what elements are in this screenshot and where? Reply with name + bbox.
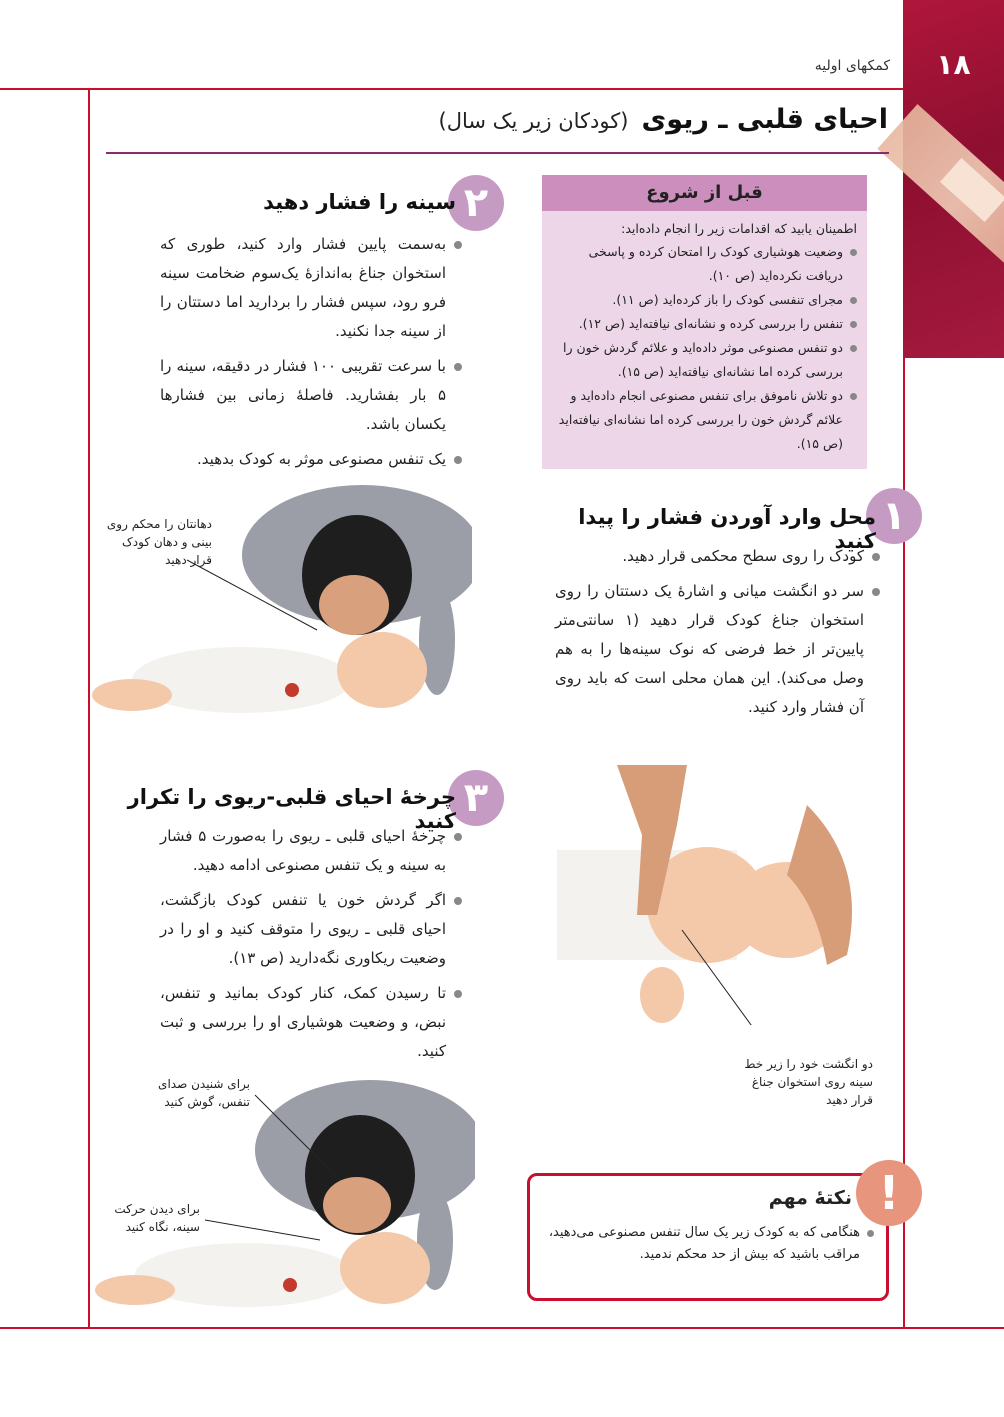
step1-list	[555, 542, 880, 728]
baby-head	[340, 1232, 430, 1304]
rescuer-face	[323, 1177, 391, 1233]
step3-item: چرخهٔ احیای قلبی ـ ریوی را به‌صورت ۵ فشار به سینه و یک تنفس مصنوعی ادامه دهید.	[160, 822, 462, 880]
page-number: ۱۸	[936, 48, 971, 81]
rescuer-face	[319, 575, 389, 635]
step2-title: سینه را فشار دهید	[263, 190, 456, 214]
step3-item: اگر گردش خون یا تنفس کودک بازگشت، احیای قلبی ـ ریوی را متوقف کنید و او را در وضعیت ریکاوری نگه‌دارید (ص ۱۳).	[160, 886, 462, 973]
step2-badge: ۲	[448, 175, 504, 231]
title-subtitle: (کودکان زیر یک سال)	[438, 109, 629, 133]
note-title: نکتهٔ مهم	[768, 1187, 852, 1209]
watch-leader	[205, 1220, 320, 1240]
baby-legs	[95, 1275, 175, 1305]
baby-legs	[92, 679, 172, 711]
before-start-item: مجرای تنفسی کودک را باز کرده‌اید (ص ۱۱).	[552, 288, 857, 312]
page-title	[300, 104, 888, 148]
step3-item: تا رسیدن کمک، کنار کودک بمانید و تنفس، نبض، و وضعیت هوشیاری او را بررسی و ثبت کنید.	[160, 979, 462, 1066]
title-main: احیای قلبی ـ ریوی	[641, 104, 888, 135]
page-tab	[903, 0, 1004, 358]
baby-head	[337, 632, 427, 708]
finger-placement-illustration	[557, 765, 889, 1025]
step2-item: یک تنفس مصنوعی موثر به کودک بدهید.	[160, 445, 462, 474]
note-text: هنگامی که به کودک زیر یک سال تنفس مصنوعی می‌دهید، مراقب باشید که بیش از حد محکم ندمید.	[540, 1222, 874, 1266]
before-start-list	[552, 240, 857, 456]
step1-item: سر دو انگشت میانی و اشارهٔ یک دستتان را روی استخوان جناغ کودک قرار دهید (۱ سانتی‌متر پایین‌تر از خط فرضی که نوک سینه‌ها را به هم وصل می‌کند). این همان محلی است که باید روی آن فشار وارد کنید.	[555, 577, 880, 722]
step3-caption-listen: برای شنیدن صدای تنفس، گوش کنید	[158, 1077, 250, 1109]
step1-caption: دو انگشت خود را زیر خط سینه روی استخوان جناغ قرار دهید	[744, 1057, 873, 1107]
section-label: کمکهای اولیه	[814, 58, 890, 74]
before-start-item: دو تنفس مصنوعی موثر داده‌اید و علائم گردش خون را بررسی کرده اما نشانه‌ای نیافته‌اید (ص ۱۵).	[552, 336, 857, 384]
step1-badge: ۱	[866, 488, 922, 544]
baby-arm	[640, 967, 684, 1023]
step2-item: با سرعت تقریبی ۱۰۰ فشار در دقیقه، سینه را ۵ بار بفشارید. فاصلهٔ زمانی بین فشارها یکسان باشد.	[160, 352, 462, 439]
footer-rule	[0, 1327, 1004, 1329]
before-start-item: دو تلاش ناموفق برای تنفس مصنوعی انجام داده‌اید و علائم گردش خون را بررسی کرده اما نشانه‌ای نیافته‌اید (ص ۱۵).	[552, 384, 857, 456]
step1-item: کودک را روی سطح محکمی قرار دهید.	[555, 542, 880, 571]
title-rule	[106, 152, 889, 154]
step2-caption: دهانتان را محکم روی بینی و دهان کودک قرار دهید	[106, 517, 212, 567]
before-start-item: وضعیت هوشیاری کودک را امتحان کرده و پاسخی دریافت نکرده‌اید (ص ۱۰).	[552, 240, 857, 288]
exclamation-icon: !	[856, 1160, 922, 1226]
step3-caption-watch: برای دیدن حرکت سینه، نگاه کنید	[114, 1202, 200, 1234]
step3-list	[160, 822, 462, 1072]
baby-chest-button	[285, 683, 299, 697]
step3-badge: ۳	[448, 770, 504, 826]
step1-title: محل وارد آوردن فشار را پیدا کنید	[578, 505, 876, 553]
step2-item: به‌سمت پایین فشار وارد کنید، طوری که استخوان جناغ به‌اندازهٔ یک‌سوم ضخامت سینه فرو رود، سپس فشار را بردارید اما دستتان را از سینه جدا نکنید.	[160, 230, 462, 346]
before-start-heading: قبل از شروع	[542, 175, 867, 211]
step3-title: چرخهٔ احیای قلبی-ریوی را تکرار کنید	[127, 785, 456, 833]
before-start-intro: اطمینان یابید که اقدامات زیر را انجام داده‌اید:	[621, 221, 857, 236]
header-rule	[0, 88, 903, 90]
step2-list	[160, 230, 462, 480]
baby-chest-button	[283, 1278, 297, 1292]
before-start-item: تنفس را بررسی کرده و نشانه‌ای نیافته‌اید (ص ۱۲).	[552, 312, 857, 336]
left-frame-line	[88, 88, 90, 1328]
